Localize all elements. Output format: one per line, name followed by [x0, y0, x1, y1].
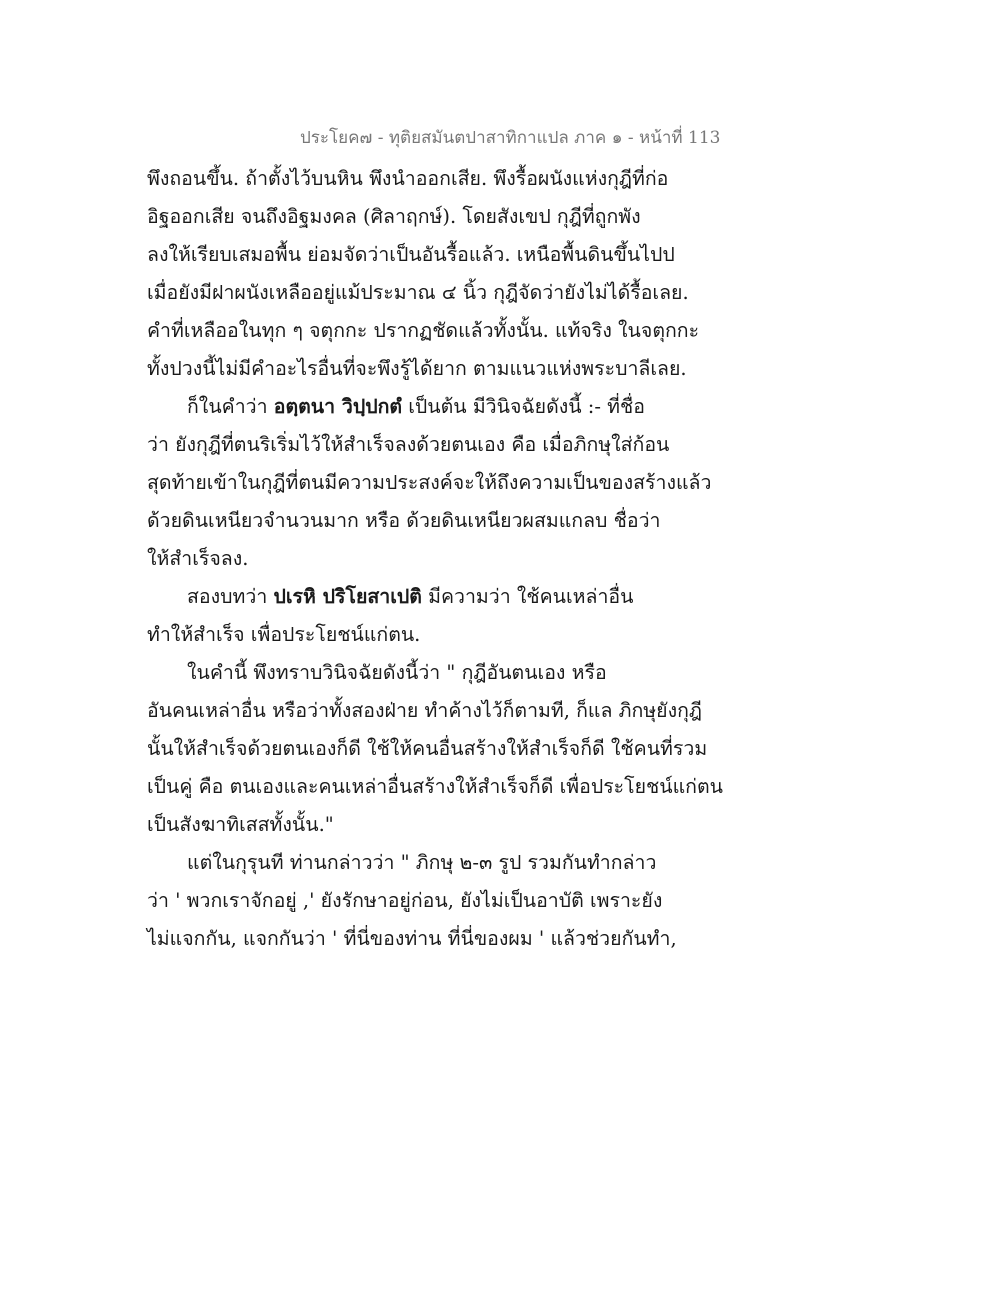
text-line: พึงถอนขึ้น. ถ้าตั้งไว้บนหิน พึงนำออกเสีย. พึงรื้อผนังแห่งกุฎีที่ก่อ: [147, 167, 669, 190]
running-head: ประโยค๗ - ทุติยสมันตปาสาทิกาแปล ภาค ๑ - หน้าที่ 113: [300, 128, 721, 148]
text-line: ลงให้เรียบเสมอพื้น ย่อมจัดว่าเป็นอันรื้อแล้ว. เหนือพื้นดินขึ้นไปป: [147, 243, 675, 266]
text-line: อิฐออกเสีย จนถึงอิฐมงคล (ศิลาฤกษ์). โดยสังเขป กุฎีที่ถูกพัง: [147, 205, 641, 228]
paragraph-3: [147, 578, 722, 654]
text-segment: ก็ในคำว่า: [187, 395, 274, 418]
text-segment: เป็นต้น มีวินิจฉัยดังนี้ :- ที่ชื่อ: [402, 395, 645, 418]
paragraph-5: [147, 844, 722, 958]
text-segment: มีความว่า ใช้คนเหล่าอื่น: [421, 585, 634, 608]
paragraph-1: [147, 160, 722, 388]
text-line: เป็นคู่ คือ ตนเองและคนเหล่าอื่นสร้างให้สำเร็จก็ดี เพื่อประโยชน์แก่ตน: [147, 775, 723, 798]
text-line: ไม่แจกกัน, แจกกันว่า ' ที่นี่ของท่าน ที่นี่ของผม ' แล้วช่วยกันทำ,: [147, 927, 677, 950]
text-line: ทั้งปวงนี้ไม่มีคำอะไรอื่นที่จะพึงรู้ได้ยาก ตามแนวแห่งพระบาลีเลย.: [147, 357, 687, 380]
body-text: [147, 160, 722, 958]
text-line: [147, 578, 722, 616]
text-line: ให้สำเร็จลง.: [147, 547, 249, 570]
text-line: นั้นให้สำเร็จด้วยตนเองก็ดี ใช้ให้คนอื่นสร้างให้สำเร็จก็ดี ใช้คนที่รวม: [147, 737, 708, 760]
text-line: ทำให้สำเร็จ เพื่อประโยชน์แก่ตน.: [147, 623, 421, 646]
text-line: ด้วยดินเหนียวจำนวนมาก หรือ ด้วยดินเหนียวผสมแกลบ ชื่อว่า: [147, 509, 661, 532]
text-line: ว่า ' พวกเราจักอยู่ ,' ยังรักษาอยู่ก่อน, ยังไม่เป็นอาบัติ เพราะยัง: [147, 889, 663, 912]
pali-term: ปเรหิ ปริโยสาเปติ: [273, 585, 422, 608]
text-line: [147, 388, 722, 426]
text-line: คำที่เหลืออในทุก ๆ จตุกกะ ปรากฏชัดแล้วทั้งนั้น. แท้จริง ในจตุกกะ: [147, 319, 700, 342]
text-line: สุดท้ายเข้าในกุฎีที่ตนมีความประสงค์จะให้ถึงความเป็นของสร้างแล้ว: [147, 471, 712, 494]
text-line: เป็นสังฆาทิเสสทั้งนั้น.": [147, 813, 334, 836]
text-line: เมื่อยังมีฝาผนังเหลืออยู่แม้ประมาณ ๔ นิ้ว กุฎีจัดว่ายังไม่ได้รื้อเลย.: [147, 281, 689, 304]
text-segment: สองบทว่า: [187, 585, 274, 608]
text-line: ว่า ยังกุฎีที่ตนริเริ่มไว้ให้สำเร็จลงด้วยตนเอง คือ เมื่อภิกษุใส่ก้อน: [147, 433, 670, 456]
pali-term: อตฺตนา วิปฺปกตํ: [273, 395, 403, 418]
paragraph-2: [147, 388, 722, 578]
text-line: ในคำนี้ พึงทราบวินิจฉัยดังนี้ว่า " กุฎีอันตนเอง หรือ: [187, 661, 607, 684]
text-line: แต่ในกุรุนที ท่านกล่าวว่า " ภิกษุ ๒-๓ รูป รวมกันทำกล่าว: [187, 851, 657, 874]
paragraph-4: [147, 654, 722, 844]
text-line: อันคนเหล่าอื่น หรือว่าทั้งสองฝ่าย ทำค้างไว้ก็ตามที, ก็แล ภิกษุยังกุฎี: [147, 699, 703, 722]
